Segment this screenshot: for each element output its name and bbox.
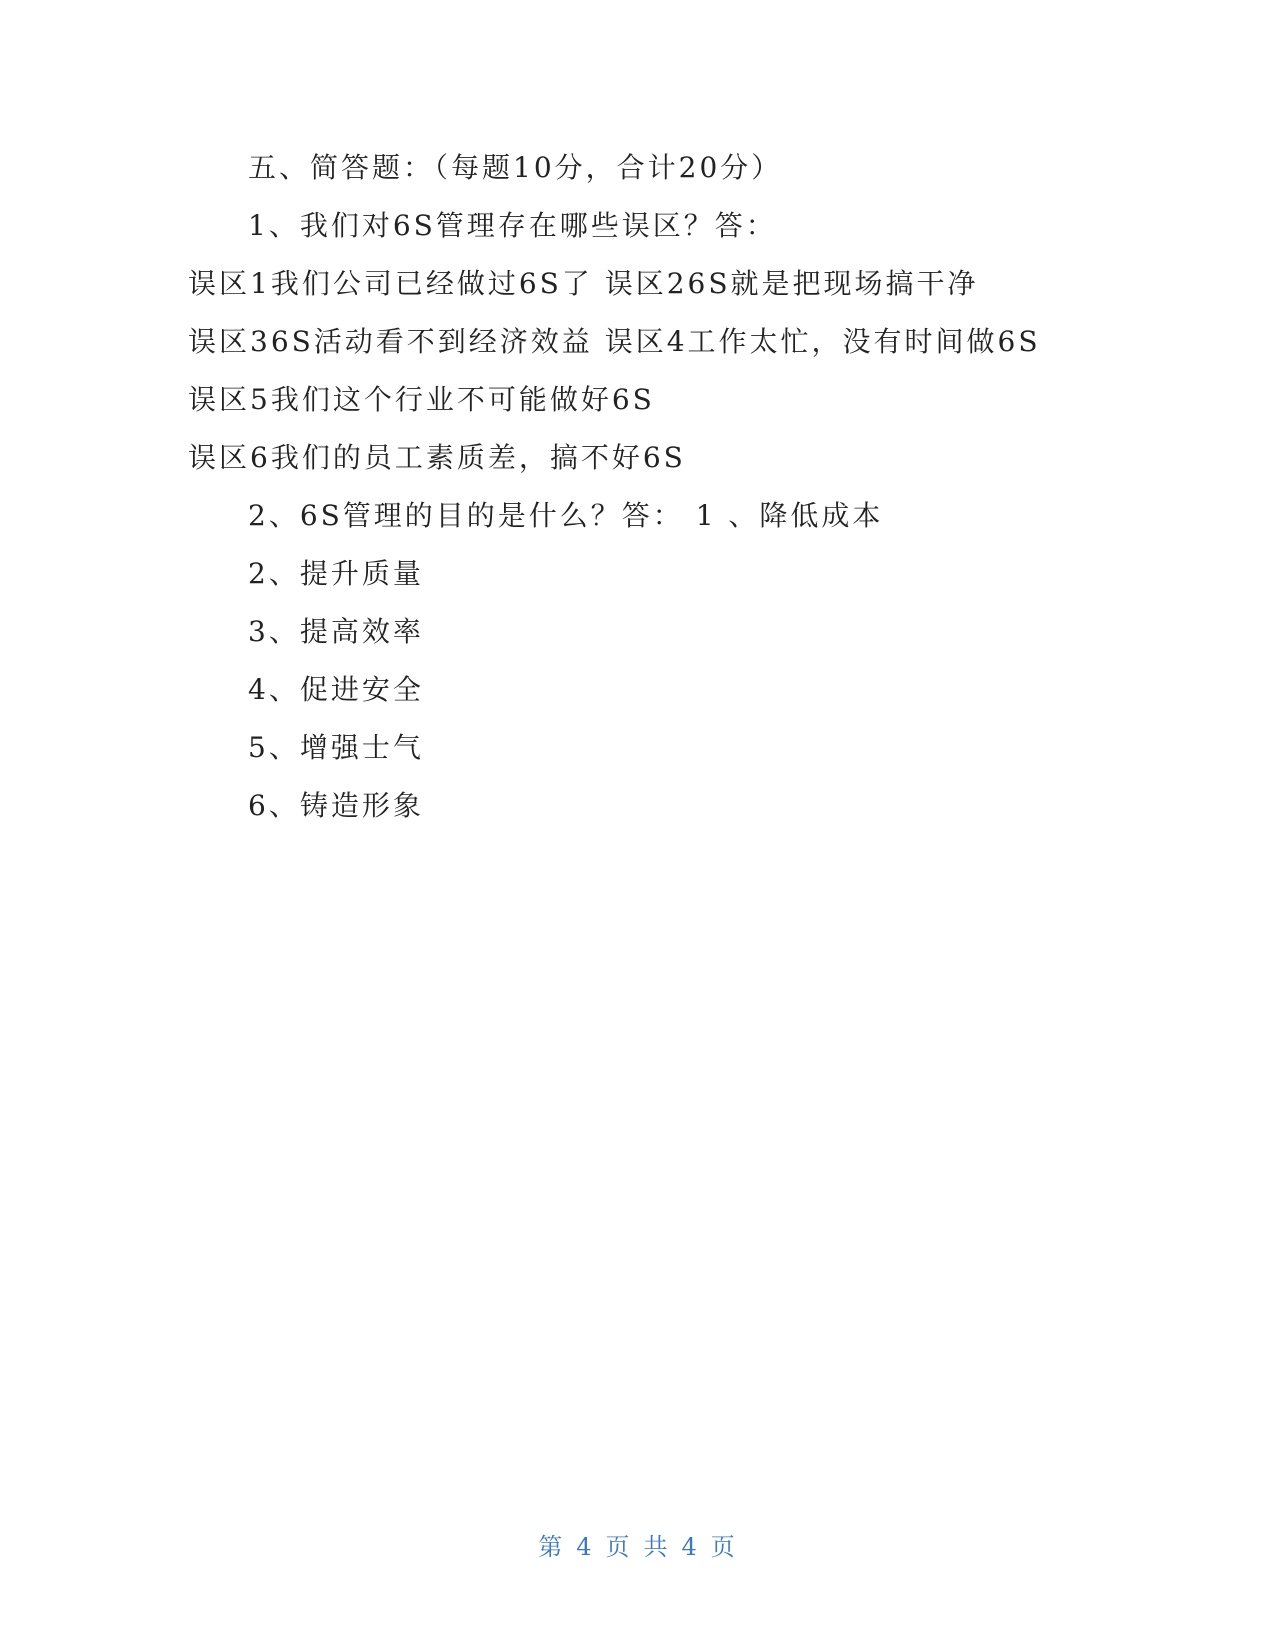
question-2: 2、6S管理的目的是什么？答： 1 、降低成本 <box>248 499 884 532</box>
answer-line: 误区5我们这个行业不可能做好6S <box>188 383 655 416</box>
answer-item: 6、铸造形象 <box>248 789 424 822</box>
answer-line: 误区36S活动看不到经济效益 误区4工作太忙，没有时间做6S <box>188 325 1041 358</box>
footer-total-pages: 4 <box>681 1533 699 1561</box>
answer-item: 5、增强士气 <box>248 731 424 764</box>
answer-line: 误区1我们公司已经做过6S了 误区26S就是把现场搞干净 <box>188 267 979 300</box>
footer-current-page: 4 <box>576 1533 594 1561</box>
footer-prefix: 第 <box>538 1533 565 1561</box>
question-1: 1、我们对6S管理存在哪些误区？答： <box>248 209 777 242</box>
footer-page-word: 页 <box>605 1533 632 1561</box>
answer-line: 误区6我们的员工素质差，搞不好6S <box>188 441 686 474</box>
footer-total-prefix: 共 <box>643 1533 670 1561</box>
answer-item: 3、提高效率 <box>248 615 424 648</box>
page-footer <box>0 1532 1275 1562</box>
answer-item: 4、促进安全 <box>248 673 424 706</box>
footer-suffix: 页 <box>710 1533 737 1561</box>
answer-item: 2、提升质量 <box>248 557 424 590</box>
section-heading: 五、简答题：（每题10分，合计20分） <box>248 151 783 184</box>
